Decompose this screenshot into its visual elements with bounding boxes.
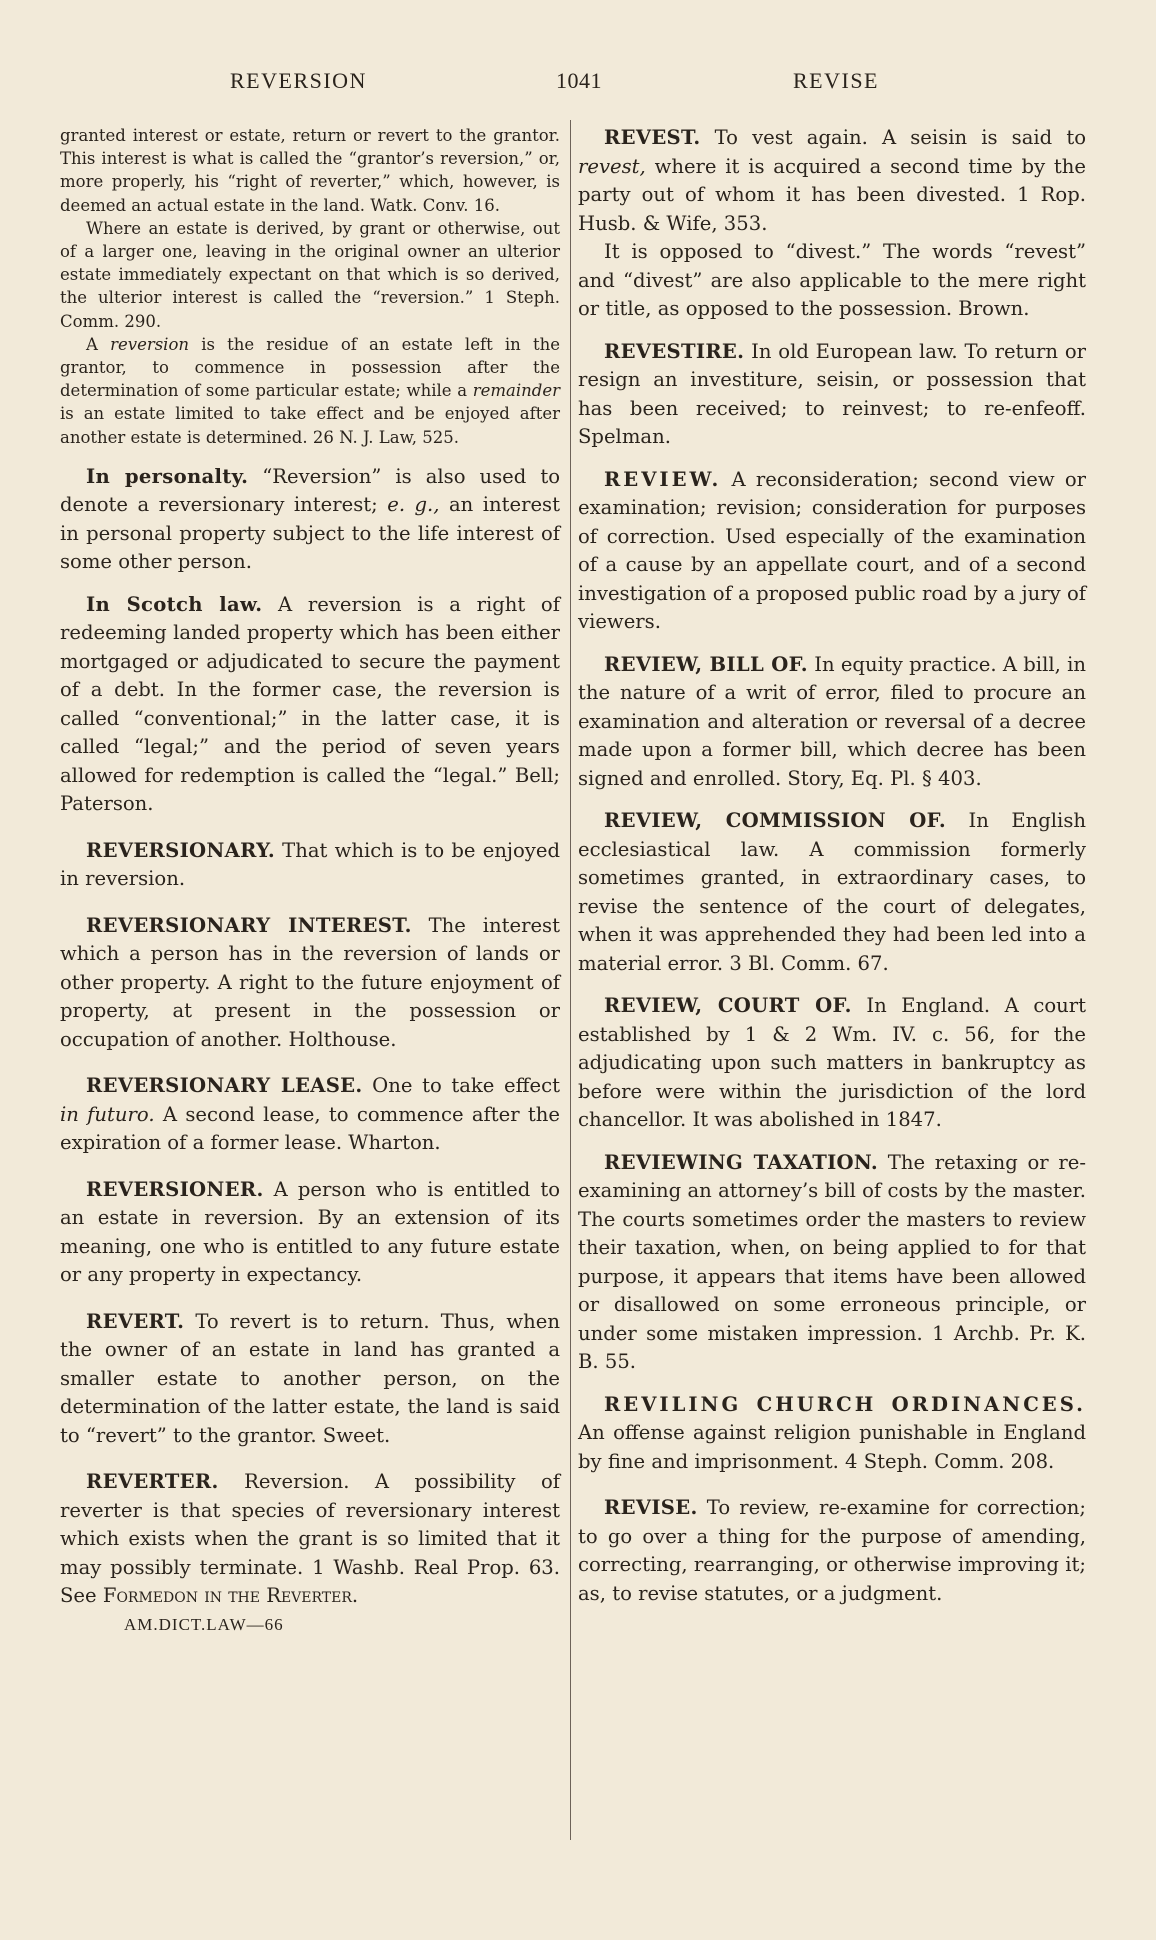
- left-column: [60, 124, 560, 1635]
- reversion-definition-continued: [60, 124, 560, 449]
- entry-review-court-of: REVIEW, COURT OF. In England. A court established by 1 & 2 Wm. IV. c. 56, for the adjudicating upon such matters in bankruptcy as before were within the jurisdiction of the lord chancellor. It was abolished in 1847.: [578, 994, 1087, 1131]
- entry-in-scotch-law: In Scotch law. A reversion is a right of redeeming landed property which has been either mortgaged or adjudicated to secure the payment of a debt. In the former case, the reversion is called “conventional;” in the latter case, it is called “legal;” and the period of seven years allowed for redemption is called the “legal.” Bell; Paterson.: [60, 592, 560, 816]
- entry-reverter: REVERTER. Reversion. A possibility of reverter is that species of reversionary interest which exists when the grant is so limited that it may possibly terminate. 1 Washb. Real Prop. 63. See Formedon in the Reverter.: [60, 1470, 560, 1608]
- paragraph: granted interest or estate, return or revert to the grantor. This interest is what is called the “grantor’s reversion,” or, more properly, his “right of reverter,” which, however, is deemed an actual estate in the land. Watk. Conv. 16.: [60, 126, 560, 215]
- column-divider: [570, 120, 571, 1840]
- entry-revise: REVISE. To review, re-examine for correction; to go over a thing for the purpose of amending, correcting, rearranging, or otherwise improving it; as, to revise statutes, or a judgment.: [578, 1496, 1086, 1605]
- entry-in-personalty: In personalty. “Reversion” is also used to denote a reversionary interest; e. g., an interest in personal property subject to the life interest of some other person.: [60, 464, 560, 574]
- entry-revestire: REVESTIRE. In old European law. To return or resign an investiture, seisin, or possession that has been received; to reinvest; to re-enfeoff. Spelman.: [578, 339, 1086, 448]
- entry-reviewing-taxation: REVIEWING TAXATION. The retaxing or re-examining an attorney’s bill of costs by the master. The courts sometimes order the masters to review their taxation, when, on being applied to for that purpose, it appears that items have been allowed or disallowed on some erroneous principle, or under some mistaken impression. 1 Archb. Pr. K. B. 55.: [578, 1150, 1086, 1373]
- paragraph: Where an estate is derived, by grant or otherwise, out of a larger one, leaving in the original owner an ulterior estate immediately expectant on that which is so derived, the ulterior interest is called the “reversion.” 1 Steph. Comm. 290.: [60, 218, 560, 331]
- entry-review-commission-of: REVIEW, COMMISSION OF. In English ecclesiastical law. A commission formerly sometimes granted, in extraordinary cases, to revise the sentence of the court of delegates, when it was apprehended they had been led into a material error. 3 Bl. Comm. 67.: [578, 809, 1086, 975]
- entry-reversioner: REVERSIONER. A person who is entitled to an estate in reversion. By an extension of its meaning, one who is entitled to any future estate or any property in expectancy.: [60, 1177, 560, 1287]
- entry-review-bill-of: REVIEW, BILL OF. In equity practice. A bill, in the nature of a writ of error, filed to procure an examination and alteration or reversal of a decree made upon a former bill, which decree has been signed and enrolled. Story, Eq. Pl. § 403.: [578, 652, 1086, 790]
- page-number: 1041: [556, 68, 602, 93]
- signature-mark: AM.DICT.LAW—66: [124, 1614, 284, 1634]
- header-guide-word-right: REVISE: [793, 68, 879, 93]
- entry-review: REVIEW. A reconsideration; second view or examination; revision; consideration for purposes of correction. Used especially of the examination of a cause by an appellate court, and of a second investigation of a proposed public road by a jury of viewers.: [578, 467, 1086, 633]
- entry-revert: REVERT. To revert is to return. Thus, when the owner of an estate in land has granted a smaller estate to another person, on the determination of the latter estate, the land is said to “revert” to the grantor. Sweet.: [60, 1309, 560, 1447]
- entry-reviling-church-ordinances: REVILING CHURCH ORDINANCES. An offense against religion punishable in England by fine and imprisonment. 4 Steph. Comm. 208.: [578, 1392, 1086, 1473]
- right-column: [578, 124, 1086, 1608]
- entry-reversionary-interest: REVERSIONARY INTEREST. The interest which a person has in the reversion of lands or other property. A right to the future enjoyment of property, at present in the possession or occupation of another. Holthouse.: [60, 913, 560, 1051]
- entry-revest: REVEST. To vest again. A seisin is said to revest, where it is acquired a second time by the party out of whom it has been divested. 1 Rop. Husb. & Wife, 353. It is opposed to “divest.” The words “revest” and “divest” are also applicable to the mere right or title, as opposed to the possession. Brown.: [578, 126, 1086, 320]
- paragraph: A reversion is the residue of an estate left in the grantor, to commence in possession after the determination of some particular estate; while a remainder is an estate limited to take effect and be enjoyed after another estate is determined. 26 N. J. Law, 525.: [60, 334, 560, 447]
- header-guide-word-left: REVERSION: [230, 68, 367, 93]
- page-header: [0, 68, 1156, 102]
- entry-reversionary: REVERSIONARY. That which is to be enjoyed in reversion.: [60, 838, 560, 891]
- entry-reversionary-lease: REVERSIONARY LEASE. One to take effect in futuro. A second lease, to commence after the expiration of a former lease. Wharton.: [60, 1074, 560, 1155]
